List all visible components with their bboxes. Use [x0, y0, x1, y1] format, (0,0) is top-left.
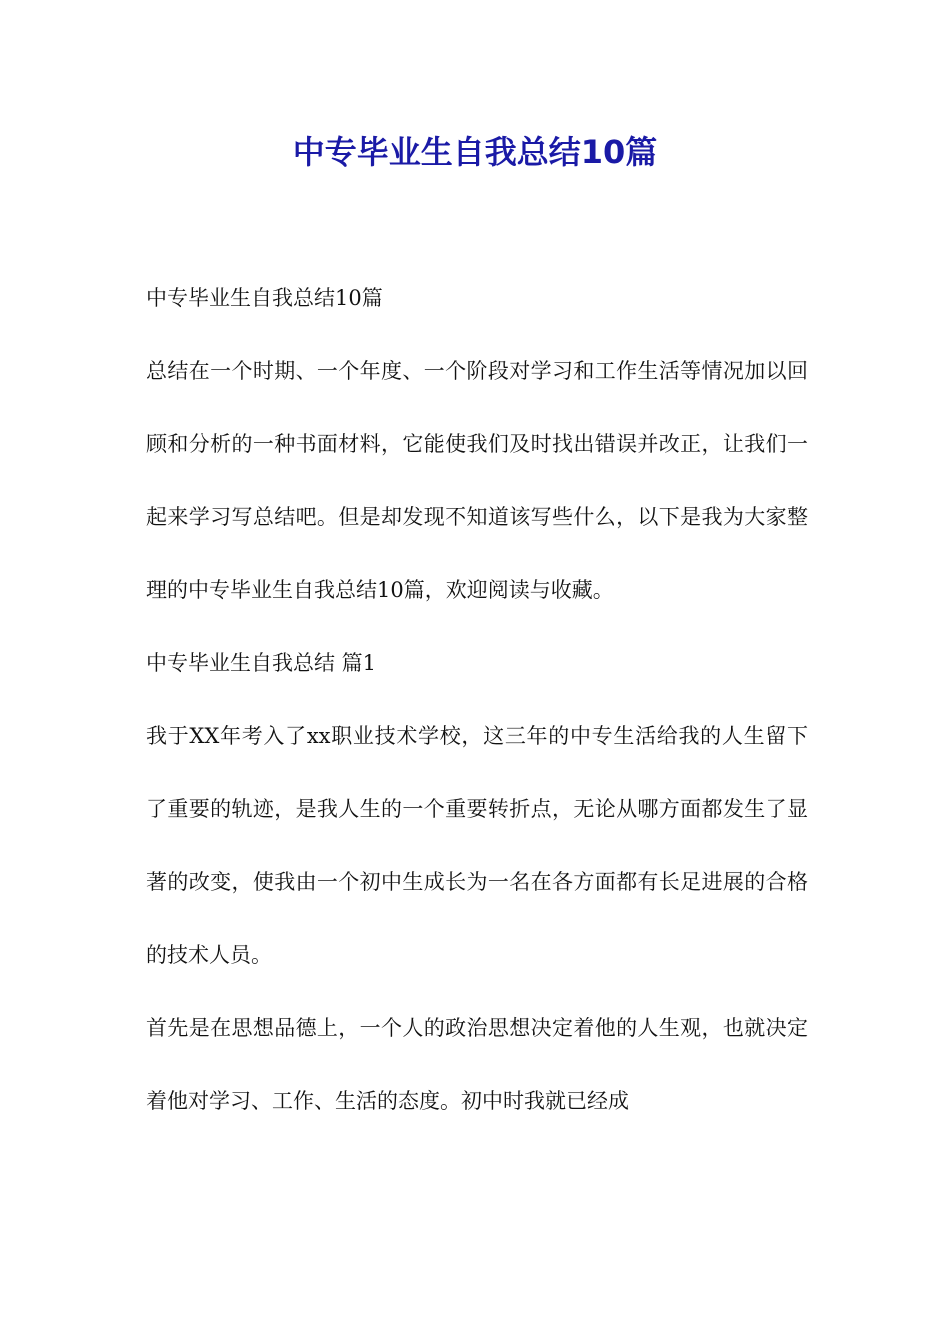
- body-paragraph: 我于XX年考入了xx职业技术学校，这三年的中专生活给我的人生留下了重要的轨迹，是我人生的一个重要转折点，无论从哪方面都发生了显著的改变，使我由一个初中生成长为一名在各方面都有长足进展的合格的技术人员。: [146, 724, 808, 967]
- intro-paragraph: 总结在一个时期、一个年度、一个阶段对学习和工作生活等情况加以回顾和分析的一种书面材料，它能使我们及时找出错误并改正，让我们一起来学习写总结吧。但是却发现不知道该写些什么，以下是我为大家整理的中专毕业生自我总结10篇，欢迎阅读与收藏。: [146, 359, 808, 602]
- document-title: 中专毕业生自我总结10篇: [292, 133, 658, 171]
- body-paragraph: 首先是在思想品德上，一个人的政治思想决定着他的人生观，也就决定着他对学习、工作、生活的态度。初中时我就已经成: [146, 1016, 808, 1113]
- subtitle-paragraph: 中专毕业生自我总结10篇: [146, 286, 383, 310]
- document-body: [146, 262, 808, 1138]
- section-heading: 中专毕业生自我总结 篇1: [146, 651, 377, 675]
